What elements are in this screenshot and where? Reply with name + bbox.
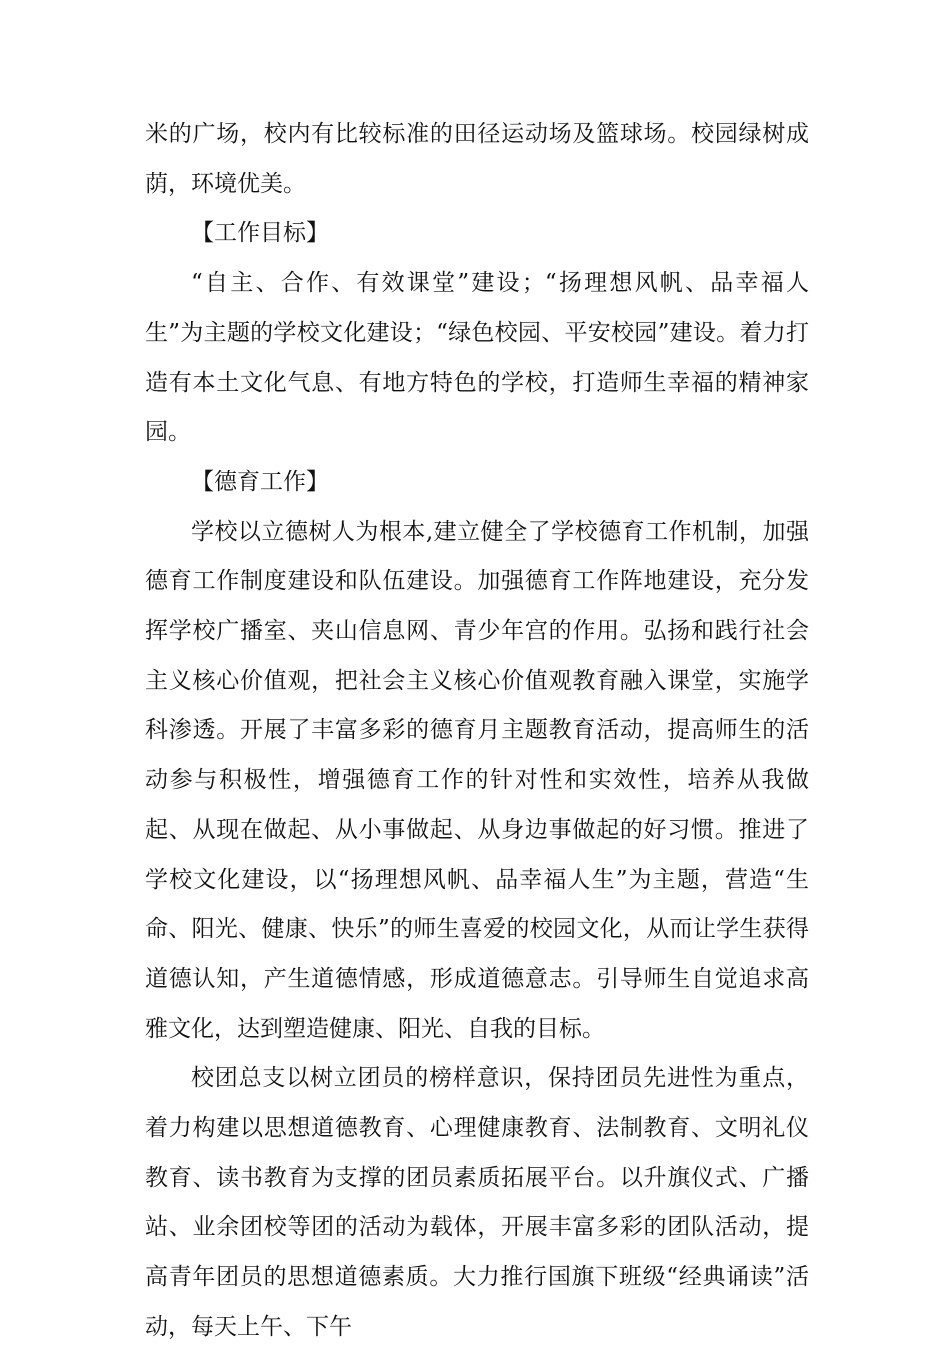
document-body — [145, 110, 809, 1353]
paragraph-moral-education: 学校以立德树人为根本,建立健全了学校德育工作机制，加强德育工作制度建设和队伍建设。加强德育工作阵地建设，充分发挥学校广播室、夹山信息网、青少年宫的作用。弘扬和践行社会主义核心价值观，把社会主义核心价值观教育融入课堂，实施学科渗透。开展了丰富多彩的德育月主题教育活动，提高师生的活动参与积极性，增强德育工作的针对性和实效性，培养从我做起、从现在做起、从小事做起、从身边事做起的好习惯。推进了学校文化建设，以“扬理想风帆、品幸福人生”为主题，营造“生命、阳光、健康、快乐”的师生喜爱的校园文化，从而让学生获得道德认知，产生道德情感，形成道德意志。引导师生自觉追求高雅文化，达到塑造健康、阳光、自我的目标。 — [145, 518, 809, 1042]
paragraph-youth-league: 校团总支以树立团员的榜样意识，保持团员先进性为重点，着力构建以思想道德教育、心理健康教育、法制教育、文明礼仪教育、读书教育为支撑的团员素质拓展平台。以升旗仪式、广播站、业余团校等团的活动为载体，开展丰富多彩的团队活动，提高青年团员的思想道德素质。大力推行国旗下班级“经典诵读”活动，每天上午、下午 — [145, 1065, 809, 1340]
paragraph-work-goals: “自主、合作、有效课堂”建设；“扬理想风帆、品幸福人生”为主题的学校文化建设；“绿色校园、平安校园”建设。着力打造有本土文化气息、有地方特色的学校，打造师生幸福的精神家园。 — [145, 270, 809, 446]
heading-work-goals: 【工作目标】 — [191, 220, 329, 247]
paragraph-campus-environment: 米的广场，校内有比较标准的田径运动场及篮球场。校园绿树成荫，环境优美。 — [145, 121, 809, 197]
heading-moral-education: 【德育工作】 — [191, 468, 329, 495]
